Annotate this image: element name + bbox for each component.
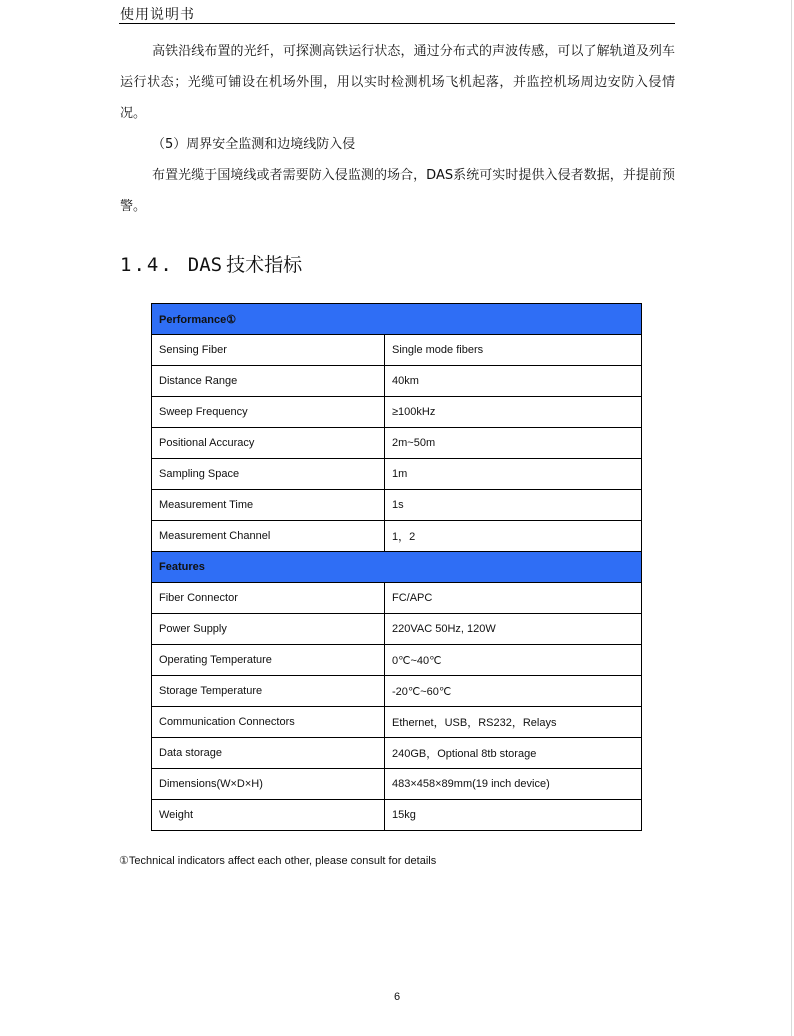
spec-label: Positional Accuracy — [152, 428, 385, 459]
spec-label: Sampling Space — [152, 459, 385, 490]
spec-label: Measurement Channel — [152, 521, 385, 552]
spec-label: Sweep Frequency — [152, 397, 385, 428]
table-row — [152, 769, 642, 800]
table-row — [152, 490, 642, 521]
table-row — [152, 428, 642, 459]
table-row — [152, 521, 642, 552]
page-number: 6 — [393, 991, 401, 1003]
spec-value: Single mode fibers — [385, 335, 642, 366]
table-group-header — [152, 552, 642, 583]
table-row — [152, 397, 642, 428]
footnote: ①Technical indicators affect each other, please consult for details — [119, 855, 437, 867]
spec-value: ≥100kHz — [385, 397, 642, 428]
spec-value: 1，2 — [385, 521, 642, 552]
section-number: 1.4. — [120, 254, 174, 276]
spec-value: 40km — [385, 366, 642, 397]
spec-value: -20℃~60℃ — [385, 676, 642, 707]
spec-value: 1m — [385, 459, 642, 490]
spec-label: Dimensions(W×D×H) — [152, 769, 385, 800]
running-header: 使用说明书 — [120, 7, 195, 23]
intro-paragraph-2 — [120, 160, 675, 222]
table-row — [152, 738, 642, 769]
section-title-cjk: 技术指标 — [226, 254, 303, 276]
spec-value: 0℃~40℃ — [385, 645, 642, 676]
table-group-header — [152, 304, 642, 335]
table-row — [152, 676, 642, 707]
spec-value: 220VAC 50Hz, 120W — [385, 614, 642, 645]
table-row — [152, 459, 642, 490]
spec-label: Communication Connectors — [152, 707, 385, 738]
header-rule — [119, 23, 675, 24]
section-title-latin: DAS — [187, 254, 223, 276]
table-row — [152, 800, 642, 831]
intro-paragraph-1-text: 高铁沿线布置的光纤，可探测高铁运行状态，通过分布式的声波传感，可以了解轨道及列车运行状态；光缆可铺设在机场外围，用以实时检测机场飞机起落，并监控机场周边安防入侵情况。 — [120, 44, 675, 121]
table-row — [152, 335, 642, 366]
table-row — [152, 366, 642, 397]
spec-label: Distance Range — [152, 366, 385, 397]
spec-label: Measurement Time — [152, 490, 385, 521]
table-row — [152, 707, 642, 738]
spec-value: 483×458×89mm(19 inch device) — [385, 769, 642, 800]
group-title: Performance① — [152, 304, 642, 335]
spec-value: FC/APC — [385, 583, 642, 614]
section-heading — [120, 250, 302, 277]
spec-value: 2m~50m — [385, 428, 642, 459]
spec-label: Weight — [152, 800, 385, 831]
group-title: Features — [152, 552, 642, 583]
spec-label: Operating Temperature — [152, 645, 385, 676]
spec-value: Ethernet，USB，RS232，Relays — [385, 707, 642, 738]
subheading-5: （5）周界安全监测和边境线防入侵 — [152, 137, 356, 152]
spec-value: 1s — [385, 490, 642, 521]
spec-table — [151, 303, 642, 831]
table-row — [152, 583, 642, 614]
intro-paragraph-1 — [120, 36, 675, 129]
spec-value: 240GB，Optional 8tb storage — [385, 738, 642, 769]
spec-label: Fiber Connector — [152, 583, 385, 614]
spec-label: Power Supply — [152, 614, 385, 645]
spec-label: Data storage — [152, 738, 385, 769]
table-row — [152, 614, 642, 645]
spec-value: 15kg — [385, 800, 642, 831]
spec-label: Sensing Fiber — [152, 335, 385, 366]
spec-label: Storage Temperature — [152, 676, 385, 707]
page-edge — [791, 0, 792, 1036]
intro-paragraph-2-text: 布置光缆于国境线或者需要防入侵监测的场合，DAS系统可实时提供入侵者数据，并提前预警。 — [120, 168, 675, 214]
table-row — [152, 645, 642, 676]
